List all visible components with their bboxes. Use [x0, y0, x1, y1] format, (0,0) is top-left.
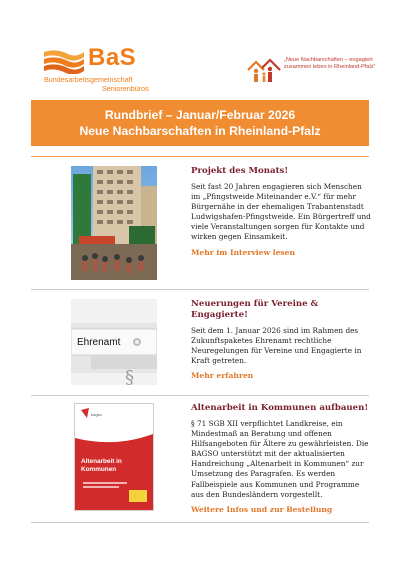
bas-logo-mark-icon — [44, 48, 84, 74]
neue-nachbarschaften-text: „Neue Nachbarschaften – engagiert zusammen leben in Rheinland-Pfalz“ — [284, 57, 376, 70]
bas-logo[interactable] — [44, 44, 156, 96]
banner-line-1: Rundbrief – Januar/Februar 2026 — [104, 108, 296, 122]
elderly-work-text — [191, 403, 371, 514]
bagso-brand: bagso — [91, 412, 102, 417]
section-elderly-work — [31, 398, 369, 518]
section-body: Seit fast 20 Jahren engagieren sich Menschen im „Pfingstweide Miteinander e.V.“ für mehr Bürgernähe in der ehemaligen Trabantenstadt Ludwigshafen-Pfingstweide. Ein Bürgertreff und viele Veranstaltungen sorgen für Kontakte und wirken gegen Einsamkeit. — [191, 182, 371, 242]
project-text — [191, 166, 371, 257]
neue-nachbarschaften-logo[interactable] — [246, 56, 376, 86]
regulations-text — [191, 299, 371, 380]
order-info-link[interactable]: Weitere Infos und zur Bestellung — [191, 504, 333, 514]
bas-logo-word: BaS — [88, 44, 137, 71]
header — [0, 0, 400, 98]
brochure-cover[interactable] — [74, 403, 154, 511]
read-interview-link[interactable]: Mehr im Interview lesen — [191, 247, 296, 257]
divider — [31, 156, 369, 157]
title-banner — [31, 100, 369, 146]
houses-people-icon — [246, 56, 282, 84]
bas-logo-subtitle-2: Seniorenbüros — [102, 84, 149, 93]
divider — [31, 522, 369, 523]
section-title: Projekt des Monats! — [191, 166, 289, 176]
project-photo[interactable] — [71, 166, 157, 280]
banner-line-2: Neue Nachbarschaften in Rheinland-Pfalz — [79, 124, 321, 138]
section-title: Neuerungen für Vereine & Engagierte! — [191, 299, 319, 320]
paragraph-symbol-icon: § — [125, 367, 134, 385]
divider — [31, 395, 369, 396]
ehrenamt-binder-photo[interactable] — [71, 299, 157, 385]
section-project-of-month — [31, 160, 369, 285]
divider — [31, 289, 369, 290]
section-title: Altenarbeit in Kommunen aufbauen! — [191, 403, 369, 413]
brochure-title: Altenarbeit in Kommunen — [81, 458, 122, 473]
section-body: § 71 SGB XII verpflichtet Landkreise, ein Mindestmaß an Beratung und offenen Hilfsangeboten für Ältere zu gewährleisten. Die BAGSO unterstützt mit der aktualisierten Handreichung „Altenarbeit in Kommunen“ zur Umsetzung des Paragrafen. Es werden Fallbeispiele aus Kommunen und Programme aus den Bundesländern vorgestellt. — [191, 419, 369, 499]
bas-logo-subtitle-1: Bundesarbeitsgemeinschaft — [44, 75, 133, 84]
section-body: Seit dem 1. Januar 2026 sind im Rahmen des Zukunftspaketes Ehrenamt rechtliche Neuregelungen für Vereine und Engagierte in Kraft getreten. — [191, 326, 362, 366]
learn-more-link[interactable]: Mehr erfahren — [191, 371, 254, 381]
section-new-regulations — [31, 293, 369, 389]
binder-label: Ehrenamt — [77, 337, 121, 348]
